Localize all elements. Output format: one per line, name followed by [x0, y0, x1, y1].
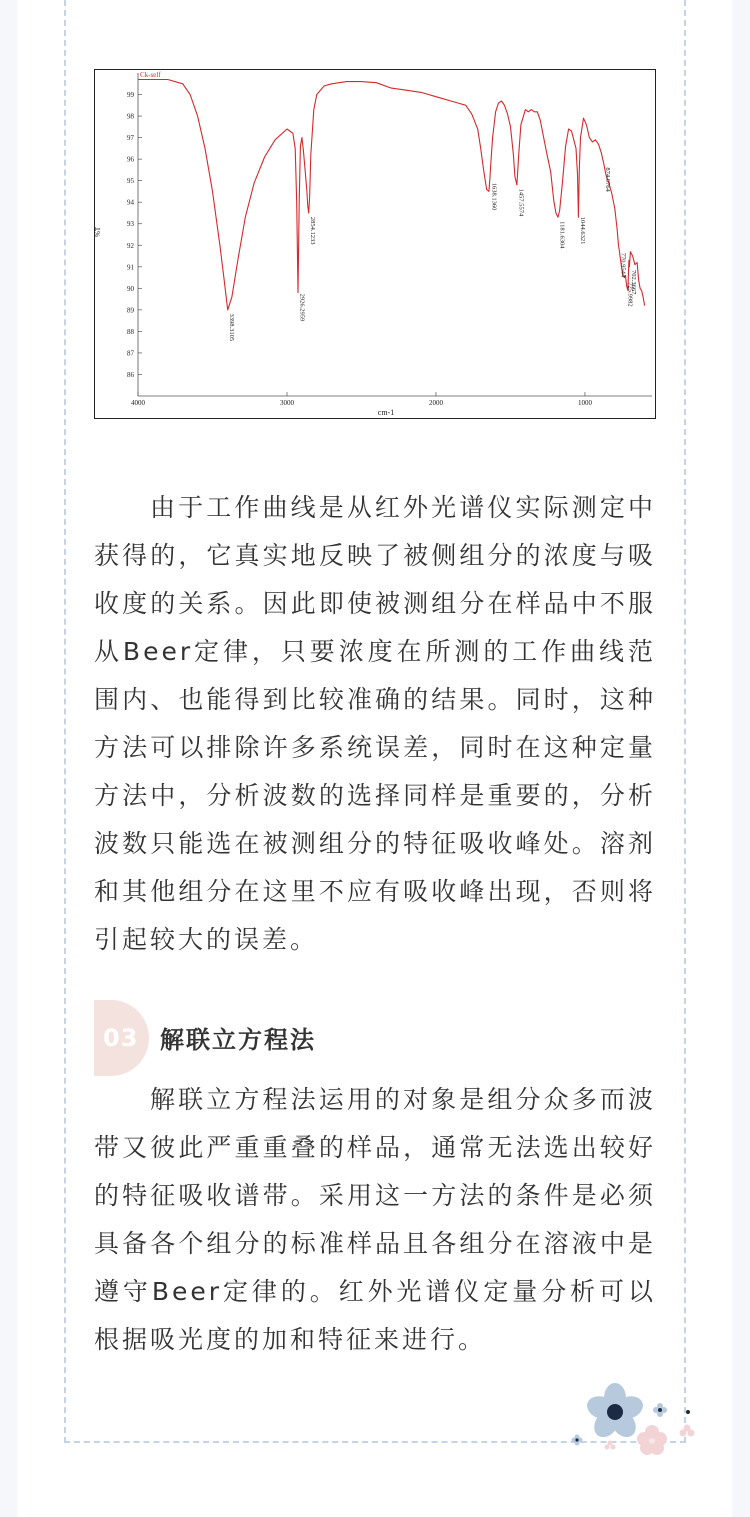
y-tick-label: 97: [127, 134, 134, 143]
y-axis-label: %T: [94, 226, 102, 237]
chart-legend: Ck-self: [140, 71, 161, 79]
y-tick-label: 89: [127, 306, 134, 315]
tiny-pink-flower-icon: [605, 1441, 616, 1450]
peak-label: 702.3667: [629, 269, 637, 295]
y-tick-label: 99: [127, 91, 134, 100]
pink-flower-icon: [637, 1425, 667, 1455]
y-tick-label: 90: [127, 284, 134, 293]
y-tick-label: 98: [127, 112, 134, 121]
section-number-badge: [94, 1000, 149, 1076]
y-tick-label: 91: [127, 263, 134, 272]
ir-spectrum-chart: [94, 69, 656, 419]
x-tick-label: 1000: [577, 399, 592, 407]
y-tick-label: 88: [127, 327, 134, 336]
section-number: 03: [103, 1024, 139, 1052]
y-tick-label: 92: [127, 241, 134, 250]
y-tick-label: 96: [127, 155, 134, 164]
peak-label: 725.9982: [626, 282, 634, 307]
y-tick-label: 95: [127, 177, 134, 186]
peak-label: 2854.1233: [309, 216, 317, 245]
x-tick-label: 2000: [428, 399, 443, 407]
peak-label: 1044.6321: [578, 216, 586, 245]
peak-label: 874.0764: [604, 167, 612, 192]
small-blue-flower-icon: [653, 1403, 667, 1417]
tiny-blue-flower-icon: [572, 1435, 583, 1446]
peak-label: 1638.1360: [490, 182, 498, 211]
right-dashed-border: [684, 0, 686, 1443]
body-paragraph-1: 由于工作曲线是从红外光谱仪实际测定中获得的，它真实地反映了被侧组分的浓度与吸收度的关系。因此即使被测组分在样品中不服从Beer定律，只要浓度在所测的工作曲线范围内、也能得到比较准确的结果。同时，这种方法可以排除许多系统误差，同时在这种定量方法中，分析波数的选择同样是重要的，分析波数只能选在被测组分的特征吸收峰处。溶剂和其他组分在这里不应有吸收峰出现，否则将引起较大的误差。: [94, 493, 656, 954]
big-blue-flower-icon: [584, 1383, 646, 1442]
peak-label: 2926.2959: [298, 293, 306, 322]
dot-icon: [686, 1410, 690, 1414]
x-axis-label: cm-1: [377, 408, 395, 417]
small-pink-flower-icon: [680, 1425, 695, 1437]
y-tick-label: 86: [127, 370, 134, 379]
peak-label: 3398.3105: [228, 313, 236, 342]
peak-label: 1457.5574: [517, 188, 525, 217]
y-tick-label: 94: [127, 198, 134, 207]
peak-label: 1181.6304: [558, 221, 566, 249]
left-dashed-border: [64, 0, 66, 1443]
section-title: 解联立方程法: [160, 1026, 316, 1054]
y-tick-label: 87: [127, 349, 134, 358]
y-tick-label: 93: [127, 220, 134, 229]
x-tick-label: 4000: [131, 399, 145, 407]
chart-frame: [95, 70, 656, 419]
flower-decoration: [570, 1376, 700, 1466]
section-heading: [94, 1000, 494, 1076]
body-paragraph-2: 解联立方程法运用的对象是组分众多而波带又彼此严重重叠的样品，通常无法选出较好的特征吸收谱带。采用这一方法的条件是必须具备各个组分的标准样品且各组分在溶液中是遵守Beer定律的。红外光谱仪定量分析可以根据吸光度的加和特征来进行。: [94, 1085, 656, 1354]
peak-label: 770.9544: [619, 252, 627, 278]
x-tick-label: 3000: [279, 399, 294, 407]
